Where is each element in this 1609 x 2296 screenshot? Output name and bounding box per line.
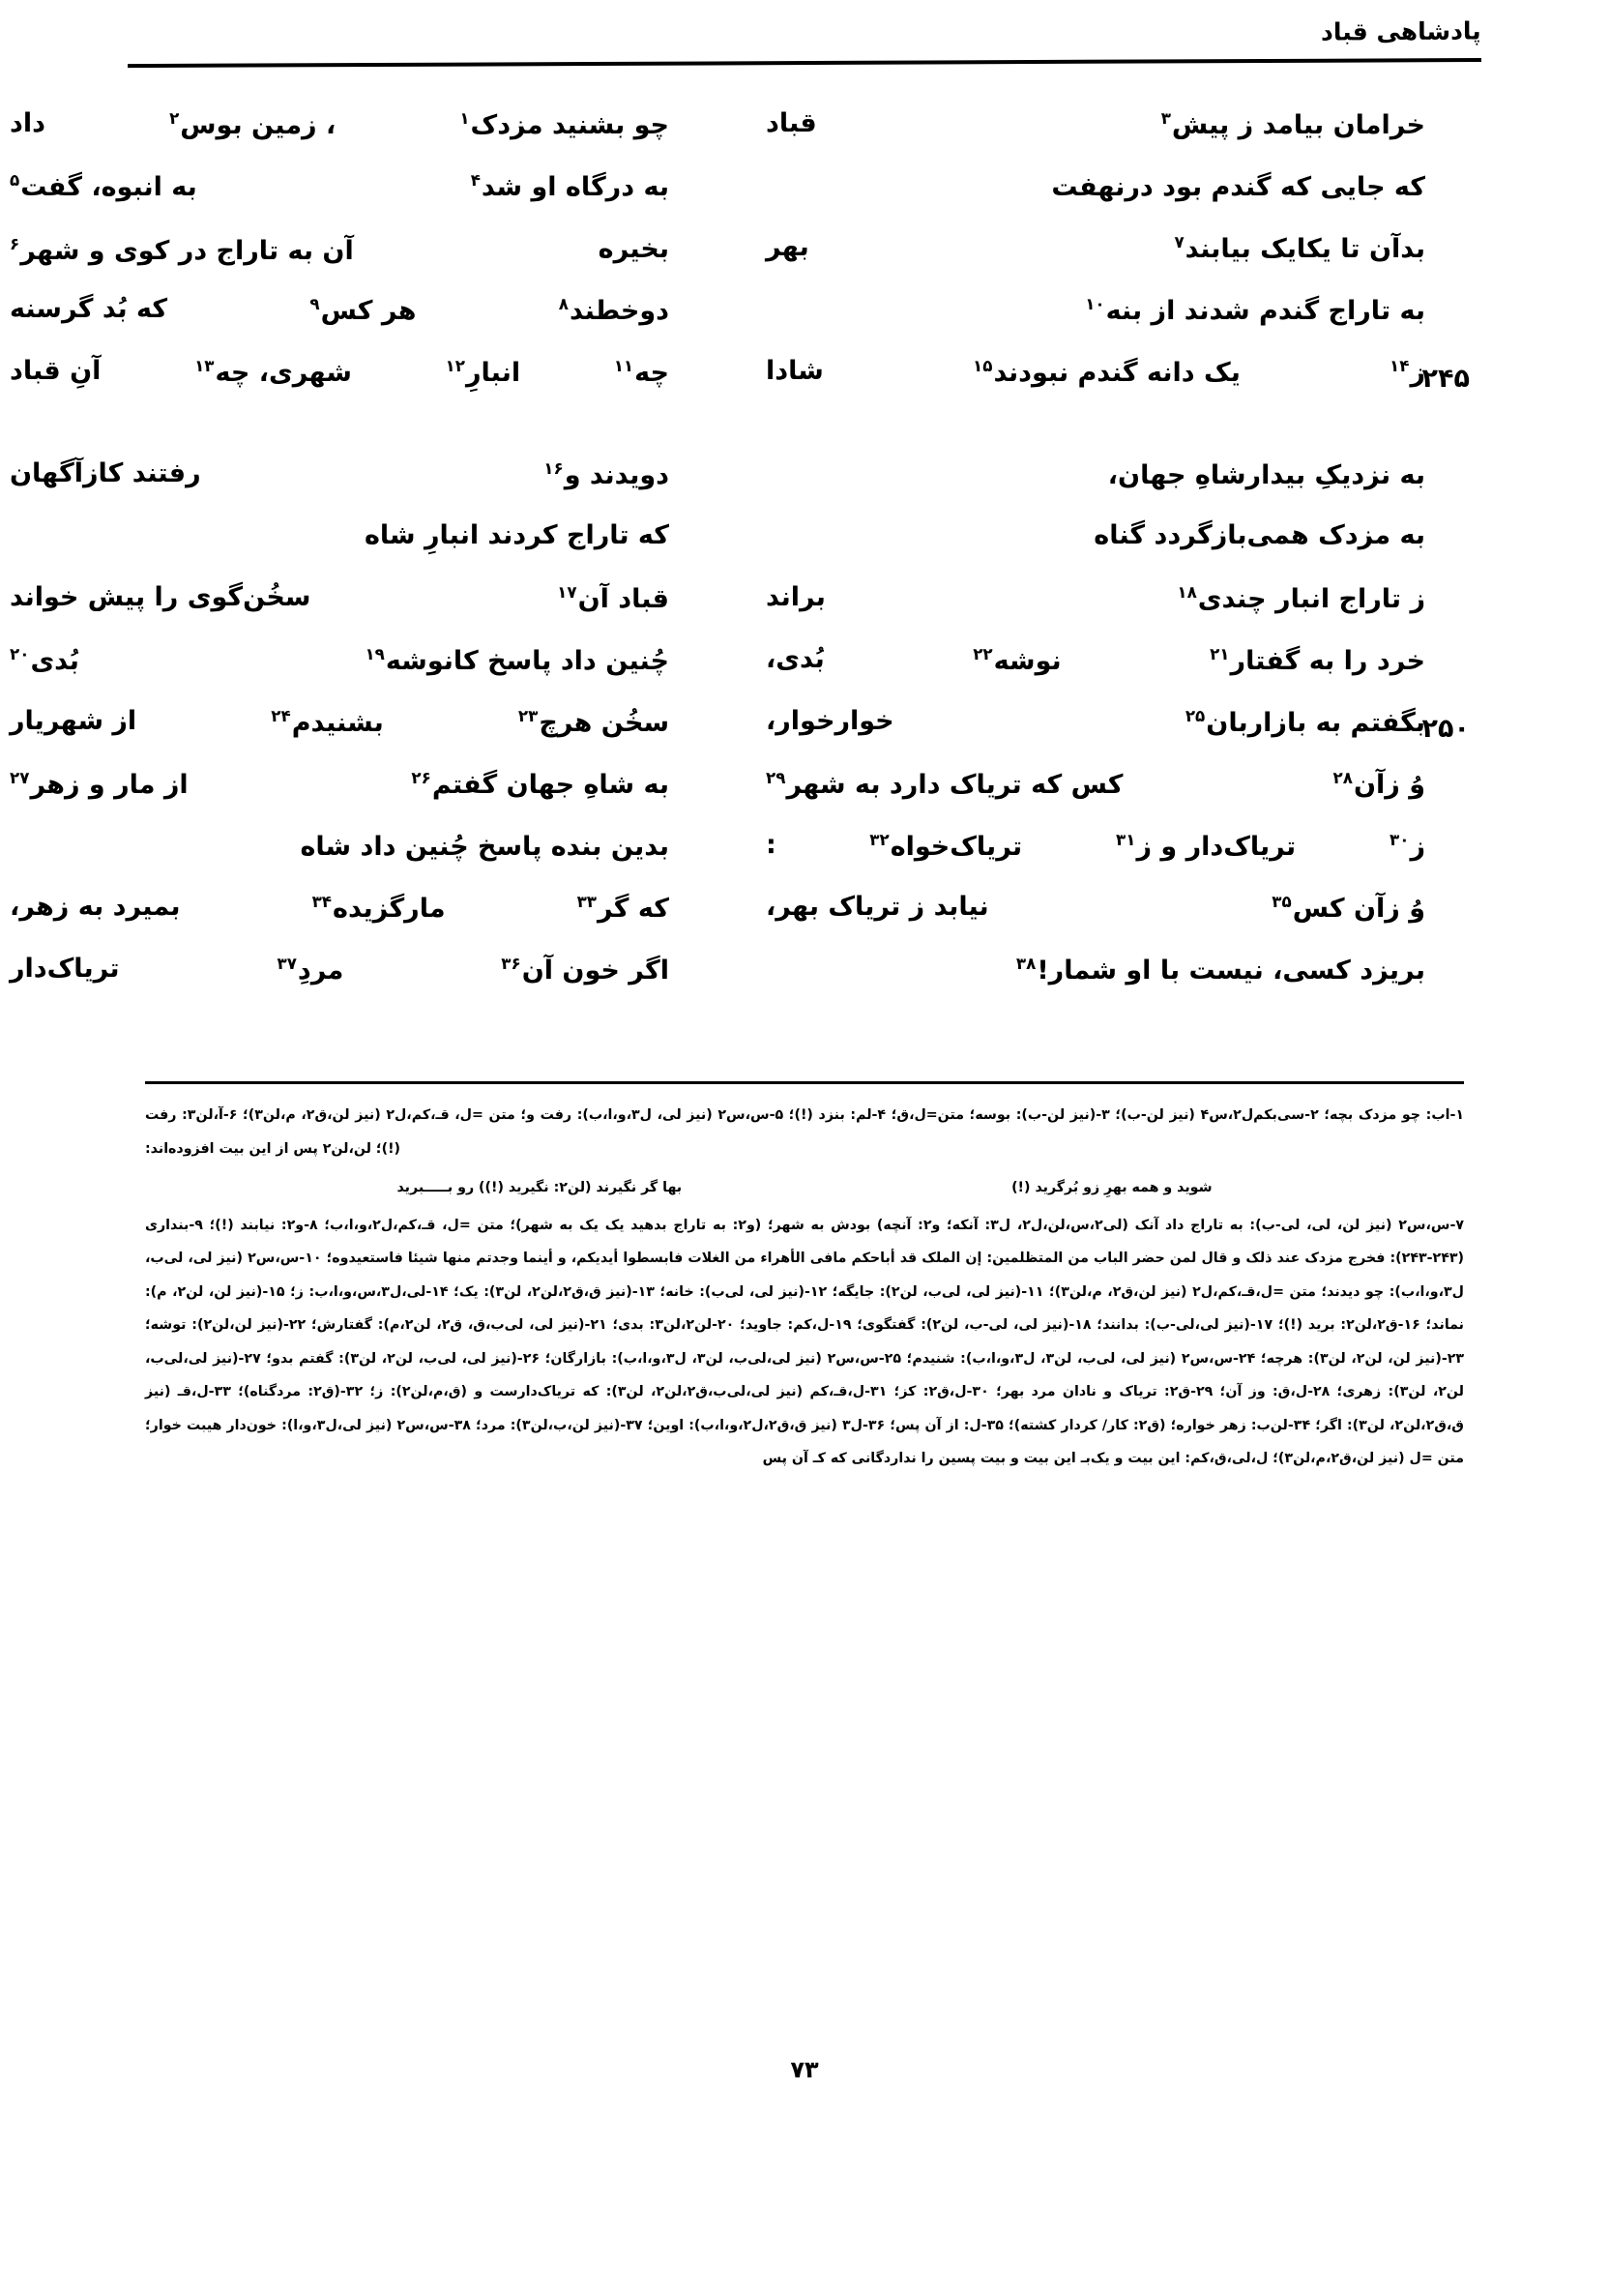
hemistich-second bbox=[752, 954, 1464, 986]
footnote-marker: ۱۳ bbox=[194, 356, 215, 375]
footnote-marker: ۳۴ bbox=[311, 892, 332, 911]
footnote-marker: ۲۹ bbox=[766, 768, 786, 787]
hemistich-first bbox=[0, 294, 752, 326]
verse-segment: که تاراج کردند انبارِ شاه bbox=[364, 520, 669, 550]
verse-segment: بمیرد به زهر، bbox=[10, 892, 181, 922]
verse-segment: براند bbox=[766, 582, 826, 612]
verse-segment: رفتند کازآگهان bbox=[10, 458, 201, 488]
footnote-marker: ۸ bbox=[558, 294, 569, 313]
verse-line bbox=[10, 954, 1464, 1016]
footnote-marker: ۲۶ bbox=[411, 768, 431, 787]
verse-segment: نوشه$^{۲۲}$ bbox=[973, 644, 1062, 676]
verse-segment: کس که تریاک دارد به شهر$^{۲۹}$ bbox=[766, 768, 1124, 800]
verse-segment: ز$^{۱۴}$ bbox=[1390, 356, 1425, 388]
verse-segment: چو بشنید مزدک$^۱$ bbox=[459, 108, 669, 140]
verse-segment: قباد bbox=[766, 108, 817, 138]
verse-number: ۲۵۰ bbox=[1421, 714, 1470, 744]
footnote-marker: ۶ bbox=[10, 234, 20, 253]
running-head bbox=[128, 17, 1481, 62]
footnote-marker: ۱۲ bbox=[445, 356, 465, 375]
verse-segment: که بُد گرسنه bbox=[10, 294, 168, 324]
stanza bbox=[10, 108, 1470, 418]
hemistich-first bbox=[0, 170, 752, 202]
footnote-marker: ۳۰ bbox=[1390, 830, 1410, 849]
footnote-marker: ۱۶ bbox=[543, 458, 564, 478]
verse-segment: از شهریار bbox=[10, 706, 137, 736]
footnote-marker: ۲۵ bbox=[1185, 706, 1206, 725]
footnote-marker: ۷ bbox=[1174, 232, 1185, 251]
verse-segment: بُدی، bbox=[766, 644, 825, 674]
verse-segment: به تاراج گندم شدند از بنه$^{۱۰}$ bbox=[1085, 294, 1425, 326]
verse-line bbox=[10, 294, 1464, 356]
verse-line bbox=[10, 892, 1464, 954]
hemistich-first bbox=[0, 768, 752, 800]
footnote-marker: ۹ bbox=[309, 294, 320, 313]
hemistich-first bbox=[0, 458, 752, 490]
verse-line bbox=[145, 520, 1464, 582]
verse-segment: به درگاه او شد$^۴$ bbox=[470, 170, 669, 202]
hemistich-first bbox=[0, 108, 752, 140]
verse-segment: که گر$^{۳۳}$ bbox=[576, 892, 669, 924]
verse-line bbox=[10, 458, 1464, 520]
verse-segment: مارگزیده$^{۳۴}$ bbox=[311, 892, 446, 924]
hemistich-second bbox=[752, 892, 1464, 924]
hemistich-first bbox=[0, 582, 752, 614]
verse-segment: از مار و زهر$^{۲۷}$ bbox=[10, 768, 189, 800]
verse-segment: به مزدک همی‌بازگردد گناه bbox=[1094, 520, 1425, 550]
footnote-main-paragraph: ۷-س،س۲ (نیز لن، لی، لی-ب): به تاراج داد آنک (لی۲،س،لن،ل۲، ل۳: آنکه؛ و۲: آنچه) بودش به شهر؛ (و۲: به تاراج بدهید یک یک به شهر)؛ متن =ل، قـ،کم،ل۲،و،ا،ب؛ ۸-و۲: نیابند (!)؛ ۹-بنداری (۲۴۳-۲۴۳): فخرج مزدک عند ذلک و قال لمن حضر الباب من المتظلمین: إن الملک قد أباحکم مافی الأهراء من الغلات فابسطوا أیدیکم، و أینما وجدتم منها شیئا فاستعیدوه؛ ۱۰-س،س۲ (نیز لی، لی‌ب، ل۳،و،ا،ب): چو دیدند؛ متن =ل،قـ،کم،ل۲ (نیز لن،ق۲، م،لن۳)؛ ۱۱-(نیز لی، لی‌ب، لن۲): جایگه؛ ۱۲-(نیز لی، لی‌ب): خانه؛ ۱۳-(نیز ق،ق۲،لن۲، لن۳): یک؛ ۱۴-لی،ل۳،س،و،ا،ب: ز؛ ۱۵-(نیز لن، لن۲، م): نماند؛ ۱۶-ق۲،لن۲: برید (!)؛ ۱۷-(نیز لی،لی-ب): بدانند؛ ۱۸-(نیز لی، لی-ب، لن۲): گفتگوی؛ ۱۹-ل،کم: جاوید؛ ۲۰-لن۲،لن۳: بدی؛ ۲۱-(نیز لی، لی‌ب،ق، ق۲، لن۲،م): گفتارش؛ ۲۲-(نیز لن،لن۲): توشه؛ ۲۳-(نیز لن، لن۲، لن۳): هرچه؛ ۲۴-س،س۲ (نیز لی، لی‌ب، لن۳، ل۳،و،ا،ب): شنیدم؛ ۲۵-س،س۲ (نیز لی،لی‌ب، لن۳، ل۳،و،ا،ب): بازارگان؛ ۲۶-(نیز لی، لی‌ب، لن۲، لن۳): گفتم بدو؛ ۲۷-(نیز لی،لی‌ب، لن۲، لن۳): زهری؛ ۲۸-ل،ق: وز آن؛ ۲۹-ق۲: تریاک و نادان مرد بهر؛ ۳۰-ل،ق۲: کز؛ ۳۱-ل،قـ،کم (نیز لی،لی‌ب،ق۲،لن۲، لن۳): که تریاک‌دارست و (ق،م،لن۲): ز؛ ۳۲-(ق۲: مردگناه)؛ ۳۳-ل،قـ (نیز ق،ق۲،لن۲، لن۳): اگر؛ ۳۴-لن‌ب: زهر خواره؛ (ق۲: کار/ کردار کشته)؛ ۳۵-ل: از آن پس؛ ۳۶-ل۳ (نیز ق،ق۲،ل۲،و،ا،ب): اوین؛ ۳۷-(نیز لن،ب،لن۳): مرد؛ ۳۸-س،س۲ (نیز لی،ل۳،و،ا): خون‌دار هیبت خوار؛ متن =ل (نیز لن،ق۲،م،لن۳)؛ ل،لی،ق،کم: این بیت و یک‌بـ این بیت و بیت پسین را نداردگانی که کـ آن پس bbox=[145, 1217, 1465, 1466]
verse-segment: بخیره bbox=[598, 234, 669, 264]
footnote-marker: ۳۶ bbox=[501, 954, 521, 973]
hemistich-second bbox=[752, 830, 1464, 862]
verse-line bbox=[10, 706, 1470, 768]
footnote-marker: ۱۴ bbox=[1390, 356, 1410, 375]
verse-segment: بشنیدم$^{۲۴}$ bbox=[271, 706, 384, 738]
verse-segment: خرامان بیامد ز پیش$^۳$ bbox=[1160, 108, 1425, 140]
verse-segment: آن به تاراج در کوی و شهر$^۶$ bbox=[10, 234, 354, 266]
hemistich-second bbox=[752, 356, 1464, 388]
verse-segment: آنِ قباد bbox=[10, 356, 102, 386]
verse-segment: سخُن‌گوی را پیش خواند bbox=[10, 582, 311, 612]
verse-segment: تریاک‌دار bbox=[10, 954, 120, 984]
footnote-marker: ۲۸ bbox=[1332, 768, 1353, 787]
footnote-marker: ۱۷ bbox=[557, 582, 577, 602]
hemistich-first bbox=[0, 234, 752, 266]
verse-segment: به نزدیکِ بیدارشاهِ جهان، bbox=[1107, 460, 1425, 490]
verse-segment: بُدی$^{۲۰}$ bbox=[10, 644, 79, 676]
footnote-inserted-verse bbox=[145, 1165, 1464, 1209]
verse-segment: سخُن هرچ$^{۲۳}$ bbox=[517, 706, 669, 738]
verse-segment: ز تاراج انبار چندی$^{۱۸}$ bbox=[1177, 582, 1425, 614]
inserted-hemistich: بها گر نگیرند (لن۲: نگیرید (!)) رو بـــــبرید bbox=[396, 1180, 683, 1195]
verse-body bbox=[10, 108, 1470, 1056]
hemistich-first bbox=[0, 954, 752, 986]
verse-segment: به شاهِ جهان گفتم$^{۲۶}$ bbox=[411, 768, 669, 800]
verse-line bbox=[10, 768, 1464, 830]
verse-segment: وُ زآن کس$^{۳۵}$ bbox=[1272, 892, 1425, 924]
footnote-marker: ۲۰ bbox=[10, 644, 30, 663]
hemistich-first bbox=[0, 644, 752, 676]
verse-segment: نیابد ز تریاک بهر، bbox=[766, 892, 989, 922]
verse-segment: بگفتم به بازاربان$^{۲۵}$ bbox=[1185, 706, 1425, 738]
footnote-marker: ۳۷ bbox=[277, 954, 297, 973]
footnote-separator bbox=[145, 1081, 1464, 1084]
hemistich-second bbox=[752, 108, 1464, 140]
hemistich-first bbox=[0, 892, 752, 924]
hemistich-second bbox=[752, 706, 1464, 738]
footnote-marker: ۳۳ bbox=[576, 892, 598, 911]
verse-segment: که جایی که گندم بود درنهفت bbox=[1051, 172, 1425, 202]
footnote-marker: ۲۷ bbox=[10, 768, 30, 787]
footnote-marker: ۵ bbox=[10, 170, 20, 190]
hemistich-first bbox=[0, 706, 752, 738]
footnote-marker: ۱۱ bbox=[613, 356, 634, 375]
footnote-marker: ۱۸ bbox=[1177, 582, 1197, 602]
footnote-marker: ۲۴ bbox=[271, 706, 291, 725]
footnote-marker: ۱۵ bbox=[973, 356, 993, 375]
header-rule bbox=[128, 58, 1481, 68]
stanza bbox=[10, 458, 1470, 1016]
verse-segment: بدآن تا یکایک بیابند$^۷$ bbox=[1174, 232, 1425, 264]
hemistich-second bbox=[752, 294, 1464, 326]
verse-segment: یک دانه گندم نبودند$^{۱۵}$ bbox=[973, 356, 1241, 388]
verse-segment: هر کس$^۹$ bbox=[309, 294, 417, 326]
verse-line bbox=[10, 356, 1470, 418]
verse-segment: دوخطند$^۸$ bbox=[558, 294, 669, 326]
verse-line bbox=[10, 232, 1464, 294]
hemistich-second bbox=[752, 172, 1464, 202]
verse-segment: به انبوه، گفت$^۵$ bbox=[10, 170, 197, 202]
verse-segment: داد bbox=[10, 108, 45, 138]
verse-segment: دویدند و$^{۱۶}$ bbox=[543, 458, 669, 490]
footnote-lead-paragraph: ۱-اب: چو مزدک بچه؛ ۲-سی‌بکم‌ل۲،س۴ (نیز لن-ب)؛ ۳-(نیز لن-ب): بوسه؛ متن=ل،ق؛ ۴-لم: بنزد (!)؛ ۵-س،س۲ (نیز لی، ل۳،و،ا،ب): رفت و؛ متن =ل، قـ،کم،ل۲ (نیز لن،ق۲، م،لن۳)؛ ۶-آ،لن۳: رفت (!)؛ لن،لن۲ پس از این بیت افزوده‌اند: bbox=[145, 1107, 1465, 1157]
verse-segment: چه$^{۱۱}$ bbox=[613, 356, 669, 388]
footnote-marker: ۳۱ bbox=[1116, 830, 1136, 849]
footnote-marker: ۱ bbox=[459, 108, 470, 128]
hemistich-second bbox=[752, 768, 1464, 800]
verse-segment: تریاک‌خواه$^{۳۲}$ bbox=[869, 830, 1023, 862]
running-head-title: پادشاهی قباد bbox=[1321, 16, 1481, 46]
footnote-marker: ۲۳ bbox=[517, 706, 539, 725]
hemistich-second bbox=[752, 232, 1464, 264]
verse-line bbox=[10, 582, 1464, 644]
footnote-marker: ۲ bbox=[169, 108, 180, 128]
footnote-marker: ۳ bbox=[1160, 108, 1171, 128]
verse-segment: ز$^{۳۰}$ bbox=[1390, 830, 1425, 862]
footnote-marker: ۳۲ bbox=[869, 830, 890, 849]
hemistich-second bbox=[752, 520, 1464, 550]
verse-segment: ، زمین بوس$^۲$ bbox=[169, 108, 336, 140]
verse-segment: بریزد کسی، نیست با او شمار!$^{۳۸}$ bbox=[1015, 954, 1425, 986]
footnote-marker: ۲۱ bbox=[1210, 644, 1230, 663]
verse-segment: مردِ$^{۳۷}$ bbox=[277, 954, 344, 986]
hemistich-second bbox=[752, 582, 1464, 614]
hemistich-second bbox=[752, 644, 1464, 676]
hemistich-first bbox=[0, 832, 752, 862]
verse-segment: بهر bbox=[766, 232, 809, 262]
verse-segment: انبارِ$^{۱۲}$ bbox=[445, 356, 521, 388]
hemistich-second bbox=[752, 460, 1464, 490]
hemistich-first bbox=[0, 356, 752, 388]
verse-number: ۲۴۵ bbox=[1421, 364, 1470, 394]
inserted-hemistich: شوید و همه بهرِ زو بُرگرید (!) bbox=[1011, 1180, 1213, 1195]
hemistich-first bbox=[0, 520, 752, 550]
verse-segment: خرد را به گفتار$^{۲۱}$ bbox=[1210, 644, 1425, 676]
footnote-marker: ۴ bbox=[470, 170, 481, 190]
verse-segment: وُ زآن$^{۲۸}$ bbox=[1332, 768, 1425, 800]
verse-segment: شهری، چه$^{۱۳}$ bbox=[194, 356, 352, 388]
verse-line bbox=[10, 170, 1464, 232]
verse-segment: شادا bbox=[766, 356, 824, 386]
verse-segment: : bbox=[766, 830, 776, 860]
verse-segment: اگر خون آن$^{۳۶}$ bbox=[501, 954, 669, 986]
footnote-marker: ۳۸ bbox=[1015, 954, 1037, 973]
verse-segment: خوارخوار، bbox=[766, 706, 894, 736]
verse-line bbox=[10, 644, 1464, 706]
verse-line bbox=[145, 830, 1464, 892]
page-number: ۷۳ bbox=[790, 2056, 819, 2083]
footnote-marker: ۱۹ bbox=[365, 644, 385, 663]
verse-segment: قباد آن$^{۱۷}$ bbox=[557, 582, 669, 614]
verse-segment: بدین بنده پاسخ چُنین داد شاه bbox=[300, 832, 669, 862]
footnote-apparatus bbox=[145, 1099, 1464, 1476]
verse-line bbox=[10, 108, 1464, 170]
verse-segment: تریاک‌دار و ز$^{۳۱}$ bbox=[1116, 830, 1297, 862]
footnote-marker: ۲۲ bbox=[973, 644, 993, 663]
footnote-marker: ۱۰ bbox=[1085, 294, 1105, 313]
footnote-marker: ۳۵ bbox=[1272, 892, 1292, 911]
verse-segment: چُنین داد پاسخ کانوشه$^{۱۹}$ bbox=[365, 644, 669, 676]
